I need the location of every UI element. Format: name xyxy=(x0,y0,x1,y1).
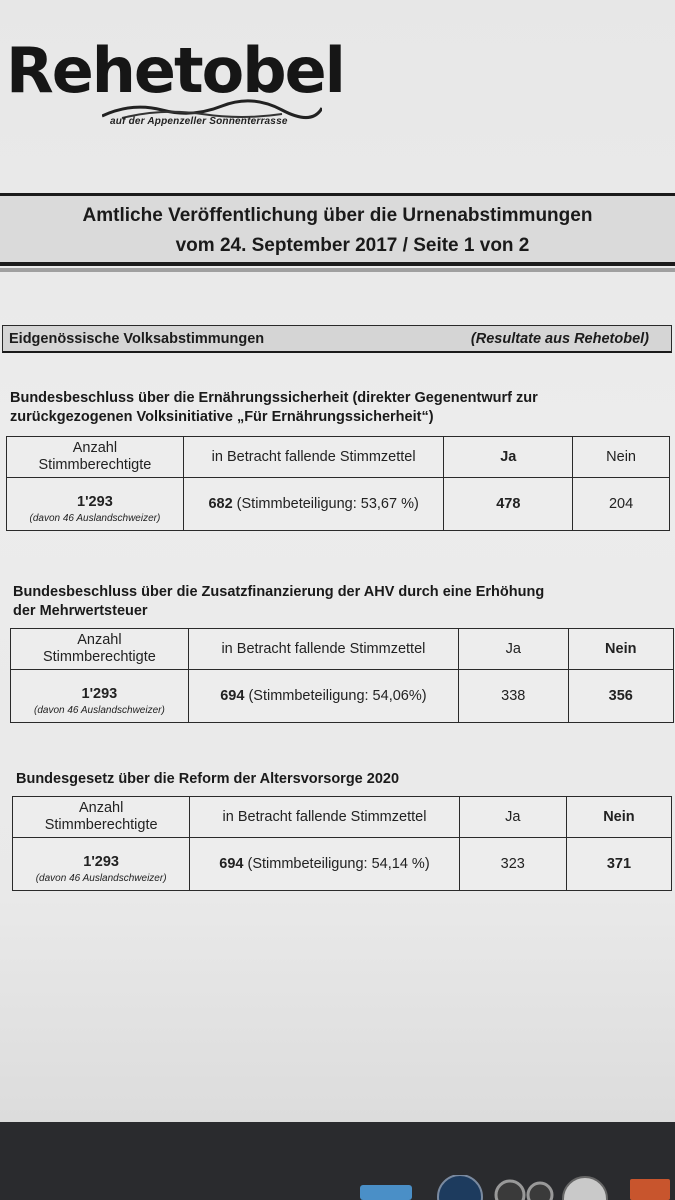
header-nein: Nein xyxy=(573,437,670,478)
header-nein: Nein xyxy=(566,797,671,838)
title-underline xyxy=(0,268,675,272)
section-title: Eidgenössische Volksabstimmungen xyxy=(9,331,265,347)
header-eligible: Anzahl Stimmberechtigte xyxy=(13,797,190,838)
title-line-2: vom 24. September 2017 / Seite 1 von 2 xyxy=(175,235,530,256)
vote-2-table xyxy=(10,628,674,723)
vote-1-title: Bundesbeschluss über die Ernährungssicherheit (direkter Gegenentwurf zur zurückgezogenen Volksinitiative „Für Ernährungssicherheit“) xyxy=(10,390,538,425)
vote-1-table xyxy=(6,436,670,531)
cell-ballots: 682 (Stimmbeteiligung: 53,67 %) xyxy=(183,478,444,531)
header-ja: Ja xyxy=(459,797,566,838)
cell-ballots: 694 (Stimmbeteiligung: 54,14 %) xyxy=(190,838,459,891)
title-band xyxy=(0,193,675,266)
cell-ja: 478 xyxy=(444,478,573,531)
cell-nein: 356 xyxy=(568,670,674,723)
logo-text: Rehetobel xyxy=(6,34,344,107)
section-note: (Resultate aus Rehetobel) xyxy=(470,331,649,347)
header-ballots: in Betracht fallende Stimmzettel xyxy=(183,437,444,478)
taskbar-icons xyxy=(360,1175,675,1200)
section-header xyxy=(2,325,672,353)
header-eligible: Anzahl Stimmberechtigte xyxy=(11,629,189,670)
cell-nein: 371 xyxy=(566,838,671,891)
cell-nein: 204 xyxy=(573,478,670,531)
vote-2-title: Bundesbeschluss über die Zusatzfinanzierung der AHV durch eine Erhöhung der Mehrwertsteuer xyxy=(13,584,545,619)
header-nein: Nein xyxy=(568,629,674,670)
cell-eligible: 1'293 (davon 46 Auslandschweizer) xyxy=(7,478,184,531)
rehetobel-logo xyxy=(6,36,356,131)
vote-3-title: Bundesgesetz über die Reform der Altersvorsorge 2020 xyxy=(16,771,400,787)
title-line-1: Amtliche Veröffentlichung über die Urnenabstimmungen xyxy=(82,205,593,226)
header-ja: Ja xyxy=(444,437,573,478)
cell-ja: 323 xyxy=(459,838,566,891)
logo-tagline: auf der Appenzeller Sonnenterrasse xyxy=(110,116,288,127)
cell-eligible: 1'293 (davon 46 Auslandschweizer) xyxy=(11,670,189,723)
cell-ja: 338 xyxy=(459,670,568,723)
cell-ballots: 694 (Stimmbeteiligung: 54,06%) xyxy=(188,670,458,723)
header-ballots: in Betracht fallende Stimmzettel xyxy=(190,797,459,838)
cell-eligible: 1'293 (davon 46 Auslandschweizer) xyxy=(13,838,190,891)
header-eligible: Anzahl Stimmberechtigte xyxy=(7,437,184,478)
header-ja: Ja xyxy=(459,629,568,670)
vote-3-table xyxy=(12,796,672,891)
header-ballots: in Betracht fallende Stimmzettel xyxy=(188,629,458,670)
